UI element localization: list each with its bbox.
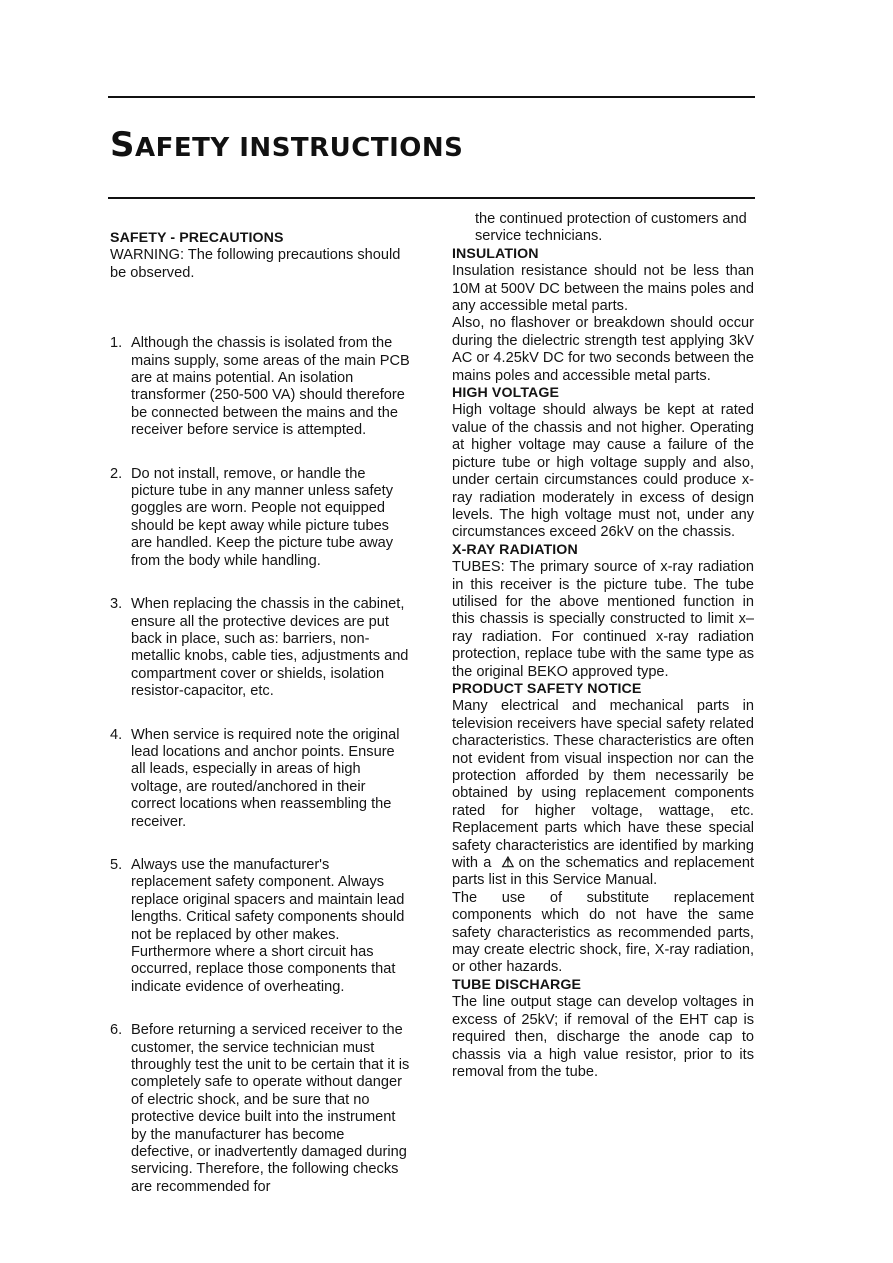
list-item <box>110 335 410 439</box>
xray-radiation-text: TUBES: The primary source of x-ray radiation in this receiver is the picture tube. The tube utilised for the above mentioned function in this chassis is specially constructed to limit x–ray radiation. For continued x-ray radiation protection, replace tube with the same type as the original BEKO approved type. <box>452 559 754 680</box>
item-number: 6. <box>110 1022 123 1039</box>
tube-discharge-heading: TUBE DISCHARGE <box>452 976 582 993</box>
right-column <box>452 211 754 1081</box>
insulation-heading: INSULATION <box>452 245 539 262</box>
product-safety-heading: PRODUCT SAFETY NOTICE <box>452 680 642 697</box>
list-item <box>110 466 410 570</box>
title-rest: AFETY INSTRUCTIONS <box>135 133 464 163</box>
item-text: When replacing the chassis in the cabinet, ensure all the protective devices are put back in place, such as: barriers, non-metallic knobs, cable ties, adjustments and compartment cover or shields, isolation resistor-capacitor, etc. <box>131 596 409 700</box>
product-safety-text-after-icon: on the schematics and replacement parts list in this Service Manual. <box>452 855 754 889</box>
list-item <box>110 857 410 996</box>
item-number: 2. <box>110 465 123 482</box>
item-text: Although the chassis is isolated from the mains supply, some areas of the main PCB are at mains potential. An isolation transformer (250-500 VA) should therefore be connected between the mains and the receiver before service is attempted. <box>131 335 410 439</box>
item-text: When service is required note the original lead locations and anchor points. Ensure all leads, especially in areas of high voltage, are routed/anchored in their correct locations when reassembling the receiver. <box>131 726 400 830</box>
item-number: 1. <box>110 335 123 352</box>
tube-discharge-text: The line output stage can develop voltages in excess of 25kV; if removal of the EHT cap is required then, discharge the anode cap to chassis via a high value resistor, prior to its removal from the tube. <box>452 994 754 1080</box>
warning-intro: WARNING: The following precautions should be observed. <box>110 247 401 281</box>
title-first-letter: S <box>110 125 135 165</box>
top-divider <box>108 96 755 98</box>
item-text: Always use the manufacturer's replacement safety component. Always replace original spacers and maintain lead lengths. Critical safety components should not be replaced by other makes. Furthermore where a short circuit has occurred, replace those components that indicate evidence of overheating. <box>131 856 405 995</box>
high-voltage-heading: HIGH VOLTAGE <box>452 385 560 402</box>
precautions-list <box>110 335 410 1196</box>
warning-triangle-icon: ⚠ <box>501 855 515 872</box>
product-safety-text-2: The use of substitute replacement components which do not have the same safety characteristics as recommended parts, may create electric shock, fire, X-ray radiation, or other hazards. <box>452 889 754 976</box>
product-safety-text-before-icon: Many electrical and mechanical parts in television receivers have special safety related characteristics. These characteristics are often not evident from visual inspection nor can the protection afforded by them necessarily be obtained by using replacement components rated for higher voltage, wattage, etc. Replacement parts which have these special safety characteristics are identified by marking with a <box>452 698 754 872</box>
product-safety-text-1 <box>452 698 754 889</box>
list-item <box>110 727 410 831</box>
item-text: Do not install, remove, or handle the picture tube in any manner unless safety goggles are worn. People not equipped should be kept away while picture tubes are handled. Keep the picture tube away from the body while handling. <box>131 465 394 569</box>
insulation-text-1: Insulation resistance should not be less than 10M at 500V DC between the mains poles and any accessible metal parts. <box>452 263 754 315</box>
insulation-text-2: Also, no flashover or breakdown should occur during the dielectric strength test applying 3kV AC or 4.25kV DC for two seconds between the mains poles and accessible metal parts. <box>452 315 754 384</box>
page-title <box>110 125 464 165</box>
left-column <box>110 230 410 1222</box>
continuation-text: the continued protection of customers and service technicians. <box>475 211 747 245</box>
item-number: 3. <box>110 596 123 613</box>
item-number: 4. <box>110 726 123 743</box>
list-item <box>110 1022 410 1196</box>
xray-radiation-heading: X-RAY RADIATION <box>452 541 578 558</box>
item-number: 5. <box>110 856 123 873</box>
list-item <box>110 596 410 700</box>
item-text: Before returning a serviced receiver to the customer, the service technician must throughly test the unit to be certain that it is completely safe to operate without danger of electric shock, and be sure that no protective device built into the instrument by the manufacturer has become defective, or inadvertently damaged during servicing. Therefore, the following checks are recommended for <box>131 1022 410 1195</box>
title-divider <box>108 197 755 199</box>
high-voltage-text: High voltage should always be kept at rated value of the chassis and not higher. Operating at higher voltage may cause a failure of the picture tube or high voltage supply and also, under certain circumstances could produce x-ray radiation moderately in excess of design levels. The high voltage must not, under any circumstances exceed 26kV on the chassis. <box>452 402 754 541</box>
safety-precautions-heading: SAFETY - PRECAUTIONS <box>110 230 284 246</box>
